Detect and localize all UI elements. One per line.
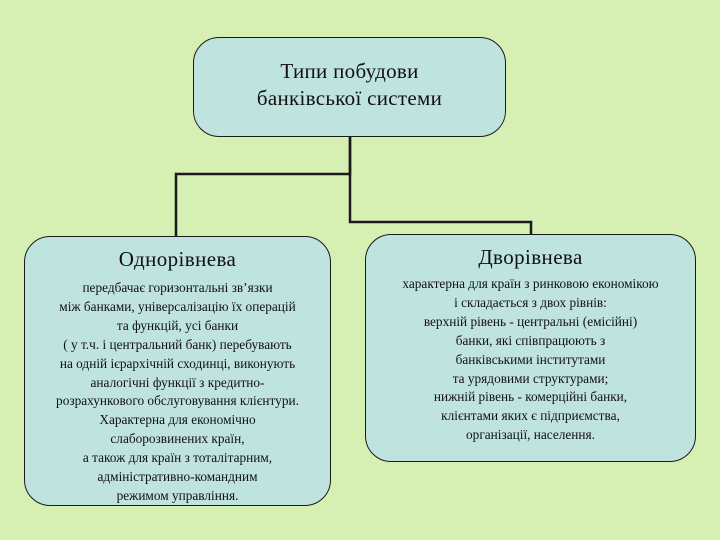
root-title-line: банківської системи [256, 86, 443, 110]
description-line: аналогічні функції з кредитно- [90, 374, 265, 390]
root-node-title [194, 58, 505, 112]
description-line: клієнтами яких є підприємства, [441, 408, 620, 424]
description-line: ( у т.ч. і центральний банк) перебувають [63, 336, 292, 352]
description-line: нижній рівень - комерційні банки, [433, 389, 628, 405]
single-tier-description [25, 279, 330, 506]
description-line: розрахункового обслуговування клієнтури. [56, 393, 299, 409]
two-tier-description [366, 275, 695, 445]
connector-to-left-box [176, 137, 350, 236]
description-line: банківськими інститутами [455, 351, 606, 367]
two-tier-node-box [365, 234, 696, 462]
description-line: адміністративно-командним [97, 469, 258, 485]
description-line: організації, населення. [466, 427, 595, 443]
connector-to-right-box [350, 137, 531, 234]
two-tier-title: Дворівнева [478, 245, 583, 269]
description-line: режимом управління. [116, 487, 239, 503]
description-line: верхній рівень - центральні (емісійні) [423, 313, 638, 329]
description-line: характерна для країн з ринковою економікою [402, 276, 659, 291]
description-line: між банками, універсалізацію їх операцій [59, 298, 296, 314]
description-line: а також для країн з тоталітарним, [82, 450, 273, 466]
root-node-box [193, 37, 506, 137]
description-line: на одній ієрархічній сходинці, виконують [59, 355, 296, 371]
description-line: Характерна для економічно [99, 412, 256, 428]
description-line: слаборозвинених країн, [110, 431, 245, 447]
single-tier-title: Однорівнева [118, 247, 237, 271]
description-line: і складається з двох рівнів: [454, 294, 607, 310]
description-line: банки, які співпрацюють з [455, 332, 606, 348]
root-title-line: Типи побудови [280, 59, 419, 83]
description-line: та функцій, усі банки [116, 317, 239, 333]
description-line: передбачає горизонтальні зв’язки [82, 280, 273, 295]
single-tier-node-box [24, 236, 331, 506]
description-line: та урядовими структурами; [452, 370, 609, 386]
